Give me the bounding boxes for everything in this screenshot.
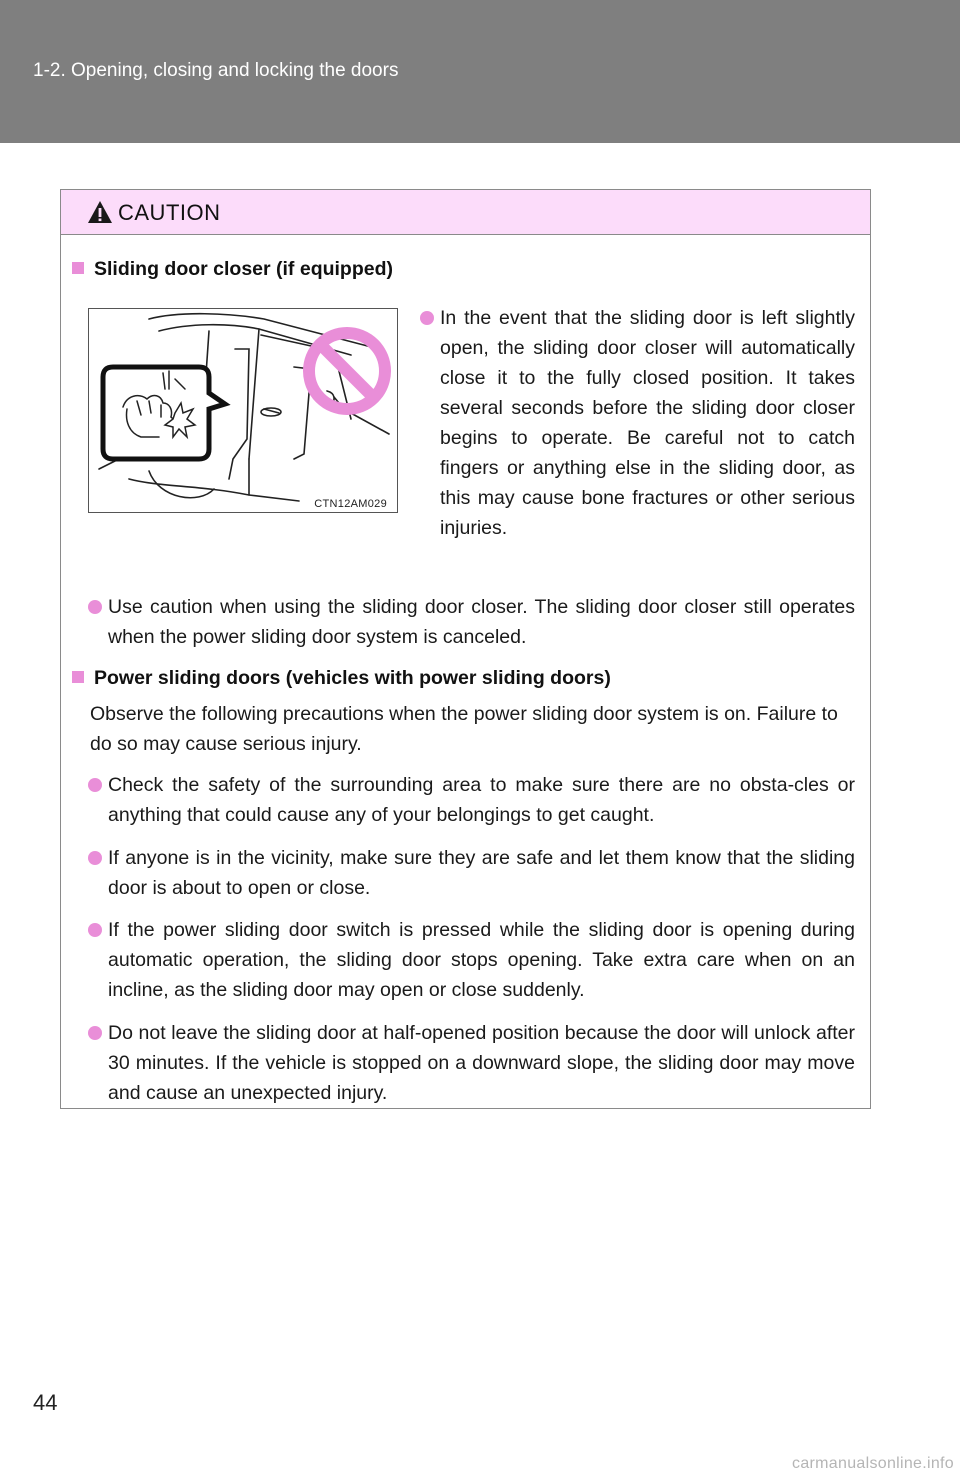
bullet-item: [420, 303, 855, 543]
bullet-text: Use caution when using the sliding door closer. The sliding door closer still operates when the power sliding door system is canceled.: [108, 596, 855, 648]
bullet-item: [88, 770, 855, 830]
caution-box: [60, 189, 871, 1109]
bullet-text: If anyone is in the vicinity, make sure they are safe and let them know that the sliding door is about to open or close.: [108, 847, 855, 899]
caution-content: [61, 235, 870, 1108]
figure-code: CTN12AM029: [314, 498, 387, 510]
section-title-sliding-door-closer: [72, 258, 393, 281]
car-sliding-door-image: [89, 309, 397, 512]
bullet-item: [88, 843, 855, 903]
intro-paragraph: Observe the following precautions when the power sliding door system is on. Failure to do so may cause serious injury.: [90, 703, 838, 755]
section-title-power-sliding-doors: [72, 667, 611, 690]
sliding-door-illustration: [88, 308, 398, 513]
bullet-dot-icon: [420, 311, 434, 325]
bullet-text: If the power sliding door switch is pressed while the sliding door is opening during automatic operation, the sliding door stops opening. Take extra care when on an incline, as the sliding door may open or close suddenly.: [108, 919, 855, 1001]
bullet-dot-icon: [88, 600, 102, 614]
caution-header: [61, 190, 870, 235]
section-title-text: Sliding door closer (if equipped): [94, 258, 394, 280]
bullet-dot-icon: [88, 923, 102, 937]
square-bullet-icon: [72, 262, 84, 274]
bullet-item: [88, 1018, 855, 1108]
chapter-title: 1-2. Opening, closing and locking the doors: [33, 60, 399, 81]
bullet-text: Check the safety of the surrounding area to make sure there are no obsta-cles or anything that could cause any of your belongings to get caught.: [108, 774, 855, 826]
bullet-item: [88, 915, 855, 1005]
square-bullet-icon: [72, 671, 84, 683]
section-title-text: Power sliding doors (vehicles with power sliding doors): [94, 667, 611, 689]
bullet-text: In the event that the sliding door is left slightly open, the sliding door closer will automatically close it to the fully closed position. It takes several seconds before the sliding door closer begins to operate. Be careful not to catch fingers or anything else in the sliding door, as this may cause bone fractures or other serious injuries.: [440, 307, 855, 539]
bullet-dot-icon: [88, 1026, 102, 1040]
warning-triangle-icon: [87, 200, 113, 224]
caution-label: CAUTION: [118, 200, 221, 225]
bullet-dot-icon: [88, 851, 102, 865]
page-number: 44: [33, 1390, 58, 1415]
bullet-text: Do not leave the sliding door at half-opened position because the door will unlock after 30 minutes. If the vehicle is stopped on a downward slope, the sliding door may move and cause an unexpected injury.: [108, 1022, 855, 1104]
page-header: [0, 0, 960, 143]
bullet-item: [88, 592, 855, 652]
watermark: carmanualsonline.info: [792, 1455, 954, 1472]
bullet-dot-icon: [88, 778, 102, 792]
